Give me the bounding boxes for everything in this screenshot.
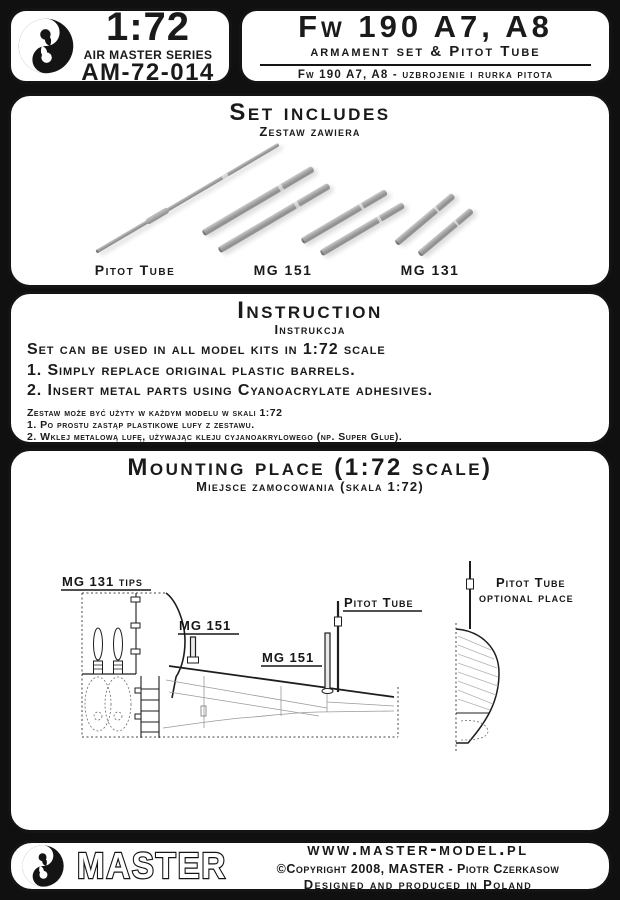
- brand-name: MASTER: [77, 845, 227, 886]
- header-left-box: [8, 5, 232, 86]
- website-url: www.master-model.pl: [307, 839, 529, 861]
- brand-logo-icon: [21, 844, 65, 888]
- made-in-line: Designed and produced in Poland: [303, 877, 533, 893]
- header: [8, 5, 612, 86]
- section-mounting-place: [8, 448, 612, 833]
- part-label-mg151: MG 151: [253, 262, 313, 279]
- label-pitot-optional-2: optional place: [479, 590, 574, 606]
- series-block: [75, 7, 221, 85]
- instruction-line-pl: Zestaw może być użyty w każdym modelu w skali 1:72: [27, 406, 283, 419]
- brand-wordmark: [73, 844, 231, 888]
- instruction-subtitle: Instrukcja: [274, 322, 346, 338]
- mg151-root-flange: [188, 657, 199, 663]
- mg151-root-barrel: [191, 637, 196, 658]
- diagram-dotted-boundary: [82, 593, 456, 753]
- copyright-line: ©Copyright 2008, MASTER - Piotr Czerkasow: [276, 862, 560, 877]
- title-divider: [260, 64, 591, 66]
- instruction-line: Set can be used in all model kits in 1:72 scale: [27, 341, 386, 359]
- wingtip-drawing: [456, 629, 499, 743]
- mounting-diagram: [41, 540, 611, 778]
- parts-photo: [11, 145, 609, 283]
- mg151-outer-barrel: [325, 633, 330, 690]
- product-subtitle: armament set & Pitot Tube: [310, 43, 541, 61]
- product-code: AM-72-014: [81, 59, 215, 86]
- label-mg131-tips: MG 131 tips: [62, 574, 143, 590]
- instruction-lines-pl: [27, 407, 593, 443]
- label-pitot: Pitot Tube: [344, 595, 414, 611]
- scale-label: 1:72: [105, 5, 191, 49]
- pitot-optional-collar: [467, 579, 474, 589]
- wing-drawing: [163, 666, 394, 728]
- pitot-collar: [335, 617, 342, 626]
- pitot-tube-part: [95, 143, 279, 254]
- product-title: Fw 190 A7, A8: [298, 8, 553, 44]
- section-set-includes: [8, 93, 612, 288]
- mg131-tips-drawing: [94, 628, 123, 674]
- footer: [8, 840, 612, 892]
- instruction-lines-en: [27, 340, 593, 402]
- mounting-title: Mounting place (1:72 scale): [127, 454, 493, 481]
- set-includes-subtitle: Zestaw zawiera: [259, 124, 361, 140]
- label-mg151-outer: MG 151: [262, 650, 315, 666]
- instruction-line: 2. Insert metal parts using Cyanoacrylate adhesives.: [27, 382, 433, 400]
- mg151-barrel-part: [319, 202, 405, 257]
- instruction-line-pl: 1. Po prostu zastąp plastikowe lufy z zestawu.: [27, 418, 255, 431]
- footer-text-block: [239, 839, 597, 892]
- header-title-box: [239, 8, 612, 84]
- label-mg151-root: MG 151: [179, 618, 232, 634]
- part-label-pitot: Pitot Tube: [94, 262, 176, 279]
- label-pitot-optional-1: Pitot Tube: [496, 575, 566, 591]
- cowl-flaps-drawing: [135, 676, 159, 738]
- part-label-mg131: MG 131: [400, 262, 460, 279]
- brand-logo-icon: [17, 17, 75, 75]
- section-instruction: [8, 291, 612, 445]
- gun-bay-dashed: [85, 677, 131, 731]
- mounting-subtitle: Miejsce zamocowania (skala 1:72): [196, 479, 424, 495]
- instruction-line: 1. Simply replace original plastic barrels.: [27, 361, 356, 379]
- set-includes-title: Set includes: [229, 99, 391, 126]
- product-subtitle-pl: Fw 190 A7, A8 - uzbrojenie i rurka pitota: [297, 69, 554, 82]
- instruction-title: Instruction: [237, 297, 383, 324]
- series-label: AIR MASTER SERIES: [83, 48, 213, 62]
- pitot-tube-bulge: [144, 207, 169, 225]
- mg151-outer-flange: [322, 689, 333, 694]
- mg131-barrel-part: [394, 193, 456, 246]
- instruction-line-pl: 2. Wklej metalową lufę, używając kleju cyjanoakrylowego (np. Super Glue).: [27, 430, 403, 443]
